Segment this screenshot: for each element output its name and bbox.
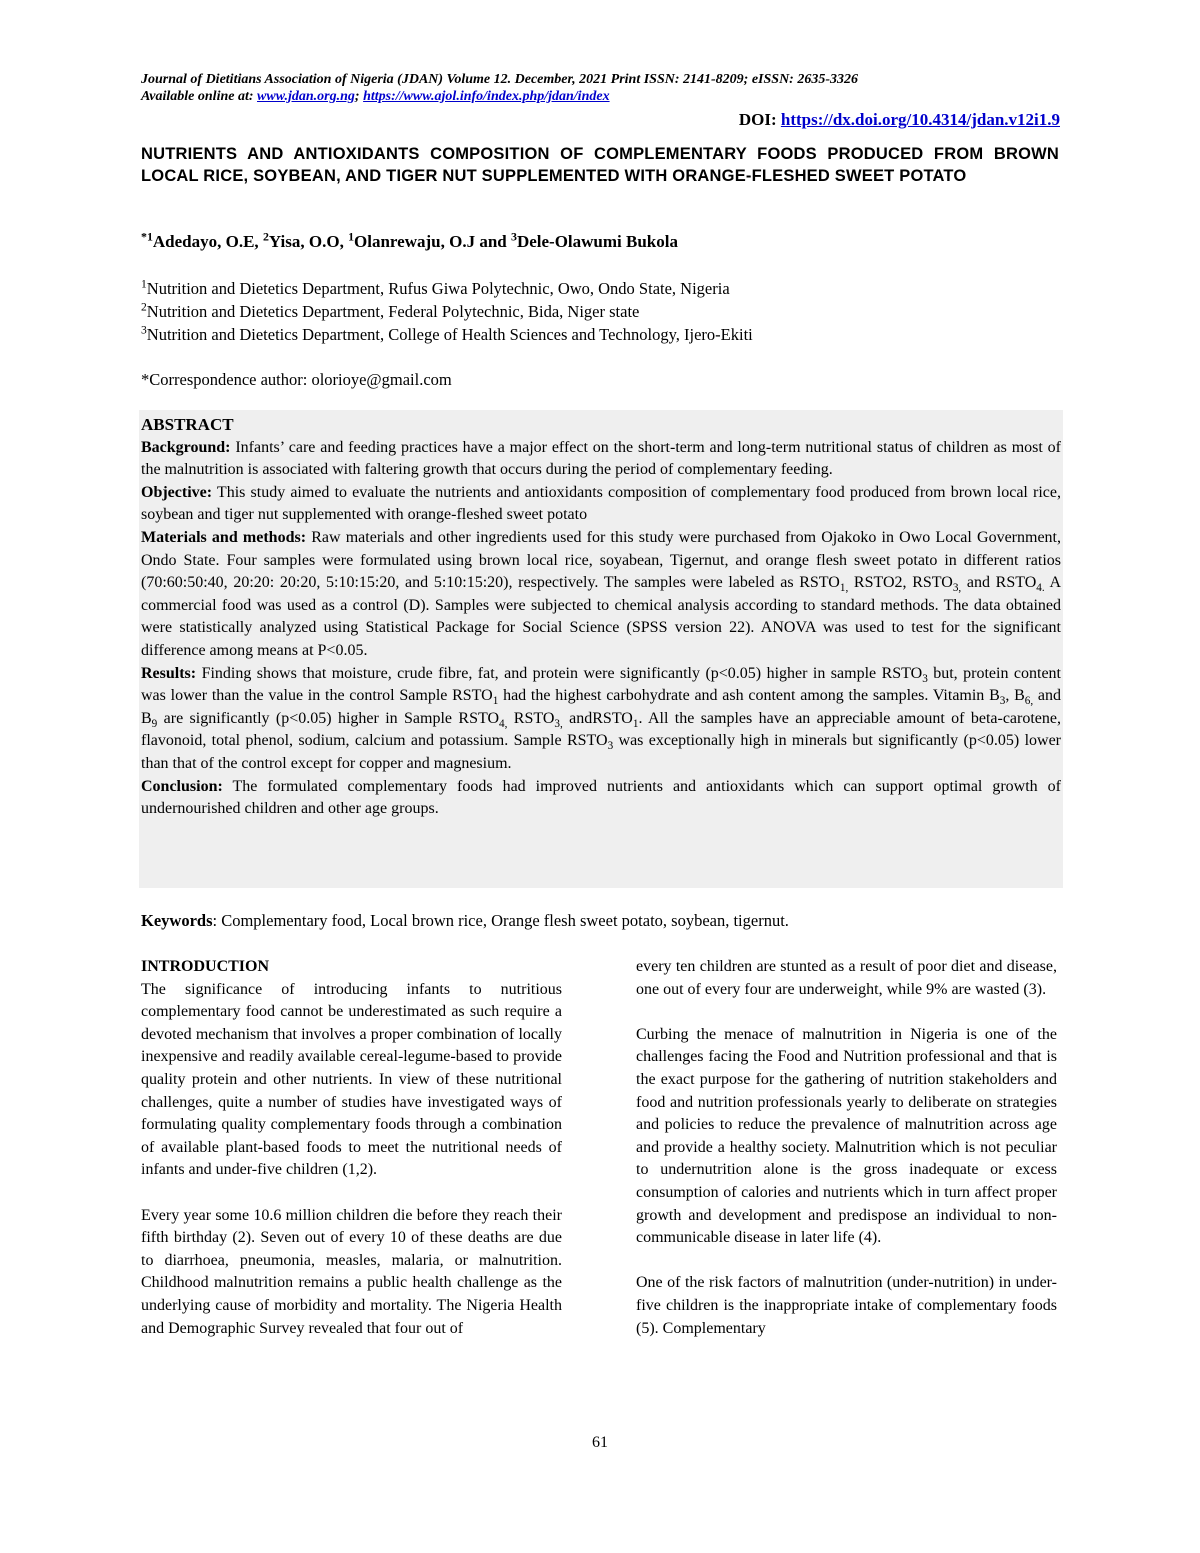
availability-line: Available online at: www.jdan.org.ng; https://www.ajol.info/index.php/jdan/index — [141, 89, 610, 104]
abstract — [141, 414, 1061, 821]
paragraph: Every year some 10.6 million children die before they reach their fifth birthday (2). Seven out of every 10 of these deaths are due to diarrhoea, pneumonia, measles, malaria, or malnutrition. Childhood malnutrition remains a public health challenge as the underlying cause of morbidity and mortality. The Nigeria Health and Demographic Survey revealed that four out of — [141, 1206, 562, 1337]
right-column — [636, 956, 1057, 1363]
paper-title: NUTRIENTS AND ANTIOXIDANTS COMPOSITION OF COMPLEMENTARY FOODS PRODUCED FROM BROWN LOCAL RICE, SOYBEAN, AND TIGER NUT SUPPLEMENTED WITH ORANGE-FLESHED SWEET POTATO — [141, 145, 1059, 185]
paragraph: every ten children are stunted as a result of poor diet and disease, one out of every four are underweight, while 9% are wasted (3). — [636, 958, 1057, 998]
doi-line: DOI: https://dx.doi.org/10.4314/jdan.v12i1.9 — [738, 110, 1060, 129]
correspondence: *Correspondence author: olorioye@gmail.com — [141, 370, 452, 389]
abstract-objective-section: Objective: This study aimed to evaluate the nutrients and antioxidants composition of complementary food produced from brown local rice, soybean and tiger nut supplemented with orange-fleshed sweet potato — [141, 483, 1061, 524]
journal-link[interactable]: www.jdan.org.ng — [257, 89, 355, 104]
introduction-heading: INTRODUCTION — [141, 958, 270, 975]
doi-link[interactable]: https://dx.doi.org/10.4314/jdan.v12i1.9 — [780, 110, 1060, 129]
affiliation-1: $^1$Nutrition and Dietetics Department, Rufus Giwa Polytechnic, Owo, Ondo State, Nigeria — [141, 278, 730, 298]
journal-line: Journal of Dietitians Association of Nigeria (JDAN) Volume 12. December, 2021 Print ISSN: 2141-8209; eISSN: 2635-3326 — [141, 72, 859, 87]
paragraph: One of the risk factors of malnutrition (under-nutrition) in under-five children is the inappropriate intake of complementary foods (5). Complementary — [636, 1274, 1057, 1337]
keywords: Keywords: Complementary food, Local brown rice, Orange flesh sweet potato, soybean, tigernut. — [141, 911, 789, 930]
author-list: $^{*1}$Adedayo, O.E, $^2$Yisa, O.O, $^1$Olanrewaju, O.J and $^3$Dele-Olawumi Bukola — [141, 229, 678, 251]
abstract-background-section: Background: Infants’ care and feeding practices have a major effect on the short-term and long-term nutritional status of children as most of the malnutrition is associated with faltering growth that occurs during the period of complementary feeding. — [141, 438, 1061, 479]
paragraph: Curbing the menace of malnutrition in Nigeria is one of the challenges facing the Food and Nutrition professional and that is the exact purpose for the gathering of nutrition stakeholders and food and nutrition professionals yearly to deliberate on strategies and policies to reduce the prevalence of malnutrition across age and provide a healthy society. Malnutrition which is not peculiar to undernutrition alone is the gross inadequate or excess consumption of calories and nutrients which in turn affect proper growth and development and predispose an individual to non-communicable disease in later life (4). — [636, 1025, 1057, 1247]
paragraph: The significance of introducing infants to nutritious complementary food cannot be underestimated as such require a devoted mechanism that involves a proper combination of locally inexpensive and readily available cereal-legume-based to provide quality protein and other nutrients. In view of these nutritional challenges, quite a number of studies have investigated ways of formulating quality complementary foods through a combination of available plant-based foods to meet the nutritional needs of infants and under-five children (1,2). — [141, 980, 562, 1179]
abstract-conclusion-section: Conclusion: The formulated complementary foods had improved nutrients and antioxidants which can support optimal growth of undernourished children and other age groups. — [141, 777, 1061, 818]
left-column — [141, 956, 562, 1363]
abstract-results-section: Results: Finding shows that moisture, crude fibre, fat, and protein were significantly (p<0.05) higher in sample $RSTO_3$ but, protein content was lower than the value in the control Sample $RSTO_1$ had the highest carbohydrate and ash content among the samples. Vitamin $B_3$, $B_{6,}$ and $B_9$ are significantly (p<0.05) higher in Sample $RSTO_{4,}$ $RSTO_{3,}$ andRSTO$_1$. All the samples have an appreciable amount of beta-carotene, flavonoid, total phenol, sodium, calcium and potassium. Sample $RSTO_3$ was exceptionally high in minerals but significantly (p<0.05) lower than that of the control except for copper and magnesium. — [141, 664, 1062, 772]
abstract-methods-section: Materials and methods: Raw materials and other ingredients used for this study were purchased from Ojakoko in Owo Local Government, Ondo State. Four samples were formulated using brown local rice, soyabean, Tigernut, and orange flesh sweet potato in different ratios (70:60:50:40, 20:20: 20:20, 5:10:15:20, and 5:10:15:20), respectively. The samples were labeled as $RSTO_{1,}$ RSTO2, $RSTO_{3,}$ and $RSTO_{4.}$ A commercial food was used as a control (D). Samples were subjected to chemical analysis according to standard methods. The data obtained were statistically analyzed using Statistical Package for Social Science (SPSS version 22). ANOVA was used to test for the significant difference among means at P<0.05. — [141, 528, 1062, 659]
ajol-link[interactable]: https://www.ajol.info/index.php/jdan/index — [363, 89, 610, 104]
abstract-heading: ABSTRACT — [141, 415, 234, 434]
affiliation-2: $^2$Nutrition and Dietetics Department, Federal Polytechnic, Bida, Niger state — [141, 301, 640, 321]
page-number: 61 — [592, 1434, 608, 1451]
journal-header — [141, 71, 1061, 105]
affiliation-3: $^3$Nutrition and Dietetics Department, College of Health Sciences and Technology, Ijero-Ekiti — [141, 324, 753, 344]
